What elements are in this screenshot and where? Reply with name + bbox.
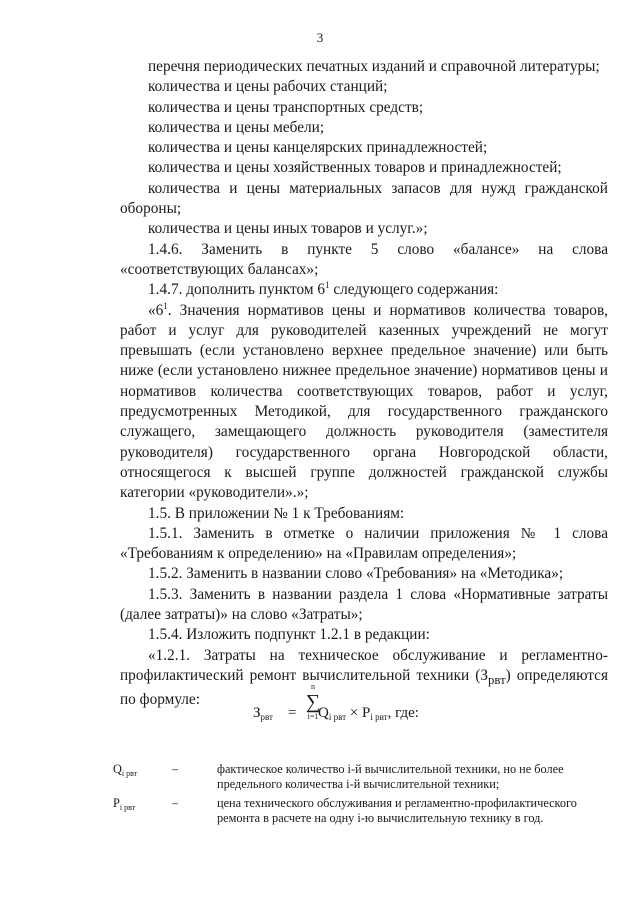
list-item-furniture: количества и цены мебели; (148, 118, 325, 136)
subscript: рвт (488, 672, 506, 687)
paragraph-1-4-7 (120, 280, 608, 300)
list-item-civil-defense: количества и цены материальных запасов для нужд гражданской обороны; (120, 179, 608, 218)
list-item-vehicles: количества и цены транспортных средств; (148, 98, 424, 116)
paragraph-1-5-4: 1.5.4. Изложить подпункт 1.2.1 в редакции: (148, 626, 430, 644)
definition-symbol (113, 762, 137, 777)
formula-tail: , где: (387, 705, 419, 721)
paragraph-1-4-7-tail: следующего содержания: (329, 281, 499, 299)
superscript: 1 (325, 280, 330, 291)
paragraph-1-5: 1.5. В приложении № 1 к Требованиям: (148, 504, 405, 522)
formula-lhs-subscript: рвт (260, 712, 273, 722)
paragraph-6-1-text: . Значения нормативов цены и нормативов количества товаров, работ и услуг для руководителей казенных учреждений не могут превышать (если установлено верхнее предельное значение) или быть ниже (если установлено нижнее предельное значение) нормативов цены и нормативов количества соответствующих товаров, работ и услуг, предусмотренных Методикой, для государственного гражданского служащего, замещающего должность руководителя (заместителя руководителя) государственного органа Новгородской области, относящегося к высшей группе должностей гражданской службы категории «руководители».»; (120, 301, 608, 502)
list-item-workstations: количества и цены рабочих станций; (148, 78, 388, 96)
definition-text: фактическое количество i-й вычислительной техники, но не более предельного количества i-й вычислительной техники; (217, 762, 564, 791)
page-number: 3 (316, 30, 324, 45)
paragraph-1-4-6: 1.4.6. Заменить в пункте 5 слово «балансе» на слова «соответствующих балансах»; (120, 240, 608, 278)
list-item-household-goods: количества и цены хозяйственных товаров и принадлежностей; (148, 159, 562, 177)
definition-dash: – (172, 762, 179, 776)
paragraph-1-5-1: 1.5.1. Заменить в отметке о наличии приложения № 1 слова «Требованиям к определению» на «Правилам определения»; (120, 524, 608, 563)
formula-lhs-symbol: З (253, 705, 261, 721)
formula-rhs (318, 705, 419, 722)
list-item-other-goods: количества и цены иных товаров и услуг.»; (148, 220, 428, 238)
formula-q-subscript: i рвт (328, 712, 347, 722)
paragraph-1-5-2: 1.5.2. Заменить в названии слово «Требования» на «Методика»; (148, 565, 564, 583)
paragraph-1-2-1-text: «1.2.1. Затраты на техническое обслуживание и регламентно-профилактический ремонт вычислительной техники (З (120, 646, 608, 684)
formula-equals: = (288, 705, 297, 721)
cost-formula (0, 683, 640, 743)
summation-lower-limit: i=1 (307, 712, 319, 721)
paragraph-1-4-7-text: 1.4.7. дополнить пунктом 6 (148, 281, 326, 299)
definition-symbol-subscript: i рвт (119, 803, 136, 812)
definition-symbol-subscript: i рвт (121, 769, 138, 778)
summation-upper-limit: n (311, 682, 315, 691)
summation-sigma: ∑ (305, 691, 321, 713)
formula-lhs (253, 705, 273, 722)
formula-times: × (346, 705, 363, 721)
list-item-stationery: количества и цены канцелярских принадлежностей; (148, 139, 488, 157)
paragraph-1-2-1-tail: ) определяются по формуле: (120, 666, 608, 709)
document-body (120, 57, 608, 711)
definition-symbol-letter: P (113, 796, 120, 810)
paragraph-6-1-lead: «6 (148, 301, 164, 319)
paragraph-1-5-3: 1.5.3. Заменить в названии раздела 1 слова «Нормативные затраты (далее затраты)» на слово «Затраты»; (120, 585, 608, 624)
definition-text: цена технического обслуживания и регламентно-профилактического ремонта в расчете на одну i-ю вычислительную технику в год. (217, 796, 577, 825)
formula-q: Q (318, 705, 329, 721)
definition-dash: – (172, 796, 179, 810)
definition-symbol (113, 796, 135, 811)
list-item-periodicals: перечня периодических печатных изданий и справочной литературы; (148, 58, 600, 75)
definition-symbol-letter: Q (113, 762, 122, 776)
superscript: 1 (163, 300, 168, 311)
formula-p-subscript: i рвт (370, 712, 388, 722)
formula-p: P (362, 705, 371, 721)
paragraph-6-1 (120, 301, 608, 504)
